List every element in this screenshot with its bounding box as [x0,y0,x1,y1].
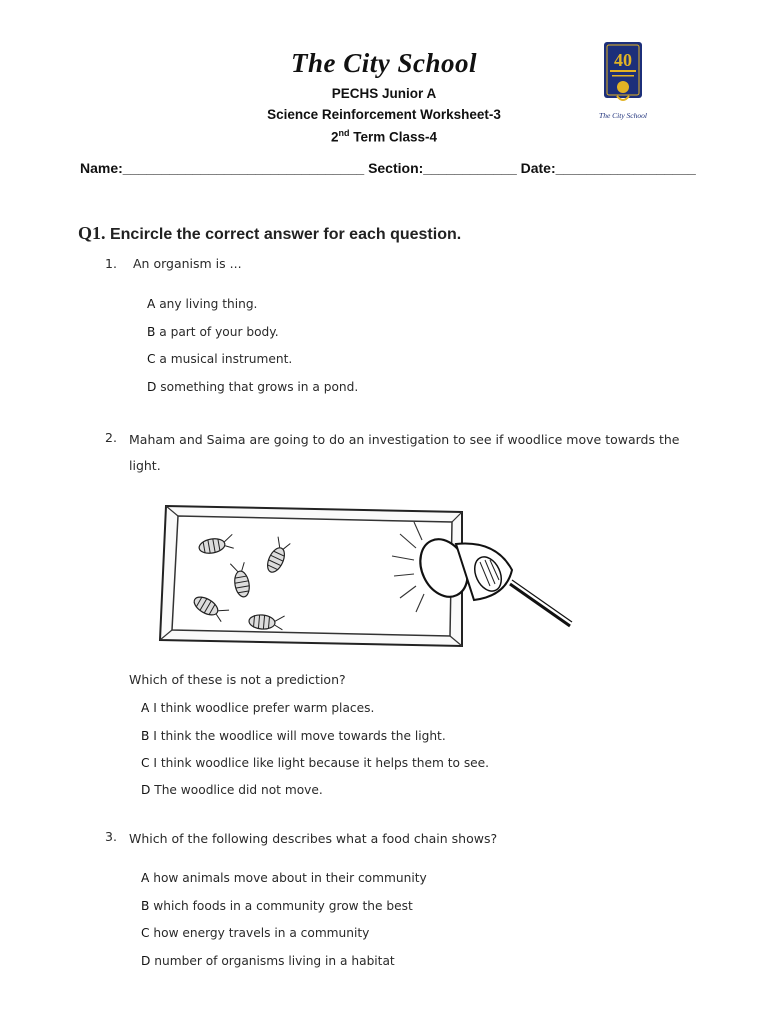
question-2-text-line2: light. [129,458,161,473]
q1-heading [78,223,461,244]
woodlice-investigation-illustration [156,500,576,662]
q1-number: Q1. [78,223,106,243]
question-1-number: 1. [105,256,117,271]
question-2-subquestion: Which of these is not a prediction? [129,672,346,687]
date-field[interactable]: __________________ [555,160,696,176]
question-2-option-b[interactable]: B I think the woodlice will move towards the light. [141,729,446,743]
section-label: Section: [368,160,424,176]
question-1-option-c[interactable]: C a musical instrument. [147,352,293,366]
question-2-number: 2. [105,430,117,445]
question-2-option-a[interactable]: A I think woodlice prefer warm places. [141,701,375,715]
question-1-option-b[interactable]: B a part of your body. [147,325,279,339]
branch-name: PECHS Junior A [331,86,437,101]
question-3-text: Which of the following describes what a food chain shows? [129,831,498,846]
term-superscript: nd [338,128,350,138]
question-1-option-a[interactable]: A any living thing. [147,297,258,311]
name-label: Name: [80,160,123,176]
worksheet-title: Science Reinforcement Worksheet-3 [267,107,501,122]
question-1-text: An organism is ... [133,256,242,271]
student-info-row [80,160,700,176]
name-field[interactable]: _______________________________ [122,160,365,176]
term-class [0,128,768,145]
term-rest: Term Class-4 [349,129,438,145]
question-3-option-b[interactable]: B which foods in a community grow the best [141,899,413,913]
section-field[interactable]: ____________ [423,160,517,176]
question-3-option-a[interactable]: A how animals move about in their community [141,871,427,885]
question-2-option-c[interactable]: C I think woodlice like light because it helps them to see. [141,756,490,770]
question-2-text-line1: Maham and Saima are going to do an investigation to see if woodlice move towards the [129,432,680,447]
q1-instruction: Encircle the correct answer for each question. [109,226,462,243]
question-3-option-d[interactable]: D number of organisms living in a habitat [141,954,395,968]
question-2-option-d[interactable]: D The woodlice did not move. [141,783,323,797]
term-number: 2 [330,129,339,145]
question-3-number: 3. [105,829,117,844]
school-name: The City School [290,48,477,78]
crest-number: 40 [614,50,632,70]
question-3-option-c[interactable]: C how energy travels in a community [141,926,370,940]
question-1-option-d[interactable]: D something that grows in a pond. [147,380,359,394]
logo-caption: The City School [599,111,647,120]
date-label: Date: [520,160,556,176]
